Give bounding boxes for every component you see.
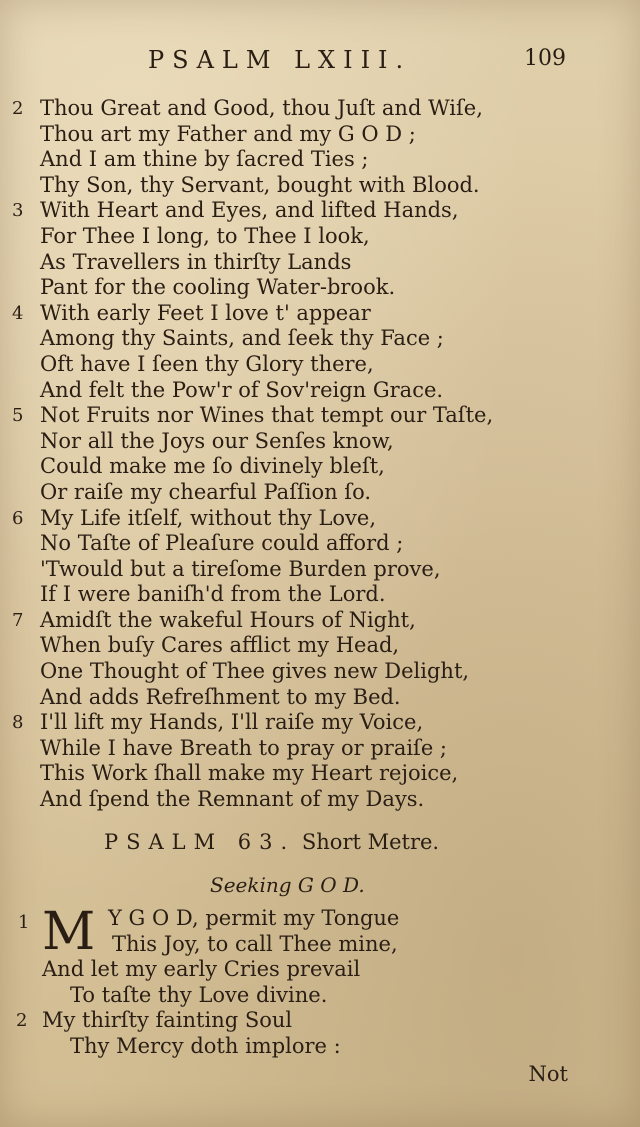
verse-text: This Joy, to call Thee mine, (112, 931, 398, 956)
verse-text: One Thought of Thee gives new Delight, (40, 659, 470, 684)
verse-text: Oft have I ſeen thy Glory there, (40, 351, 374, 376)
verse-line (0, 198, 640, 224)
verse-text: And let my early Cries prevail (42, 957, 361, 982)
page-header (0, 40, 640, 80)
verse-line (0, 173, 640, 199)
verse-line (0, 352, 640, 378)
verse-line (0, 1008, 640, 1034)
verse-line (0, 378, 640, 404)
drop-cap: M (42, 902, 96, 962)
verse-line (0, 557, 640, 583)
section-subtitle: Seeking G O D. (210, 873, 365, 897)
verse-line (0, 582, 640, 608)
verse-line (0, 403, 640, 429)
running-title: PSALM LXIII. (148, 46, 412, 74)
verse-line (0, 685, 640, 711)
verse-text: And felt the Pow'r of Sov'reign Grace. (40, 377, 444, 402)
verse-text: Thou Great and Good, thou Juſt and Wiſe, (40, 96, 483, 120)
verse-text: For Thee I long, to Thee I look, (40, 223, 370, 248)
verse-text: Nor all the Joys our Senſes know, (40, 428, 394, 453)
verse-number: 5 (12, 405, 24, 427)
verse-text: Y G O D, permit my Tongue (108, 906, 400, 930)
verse-number: 2 (12, 98, 24, 119)
verse-line (0, 1034, 640, 1060)
verse-text: Could make me ſo divinely bleſt, (40, 454, 385, 479)
verse-line (0, 736, 640, 762)
verse-text: To taſte thy Love divine. (70, 982, 328, 1007)
verse-line (0, 710, 640, 736)
verse-line (0, 326, 640, 352)
verse-text: Amidſt the wakeful Hours of Night, (40, 607, 416, 632)
verse-text: My thirſty fainting Soul (42, 1008, 293, 1033)
verse-text: Thou art my Father and my G O D ; (40, 121, 416, 146)
verse-text: With early Feet I love t' appear (40, 300, 371, 325)
verse-line (0, 787, 640, 813)
verse-text: 'Twould but a tireſome Burden prove, (40, 556, 441, 581)
psalm-63-long-metre-verses (0, 96, 640, 813)
metre-label: Short Metre. (301, 830, 440, 854)
verse-text: Thy Son, thy Servant, bought with Blood. (40, 172, 480, 197)
verse-line (0, 531, 640, 557)
page-number: 109 (524, 46, 566, 71)
verse-number: 8 (12, 712, 24, 734)
verse-text: No Taſte of Pleaſure could afford ; (40, 531, 404, 556)
verse-line (0, 250, 640, 276)
verse-line (0, 659, 640, 685)
section-heading (104, 830, 439, 854)
verse-text: This Work ſhall make my Heart rejoice, (40, 761, 459, 786)
verse-line (0, 480, 640, 506)
verse-text: Pant for the cooling Water-brook. (40, 275, 396, 300)
verse-number: 3 (12, 200, 24, 222)
verse-text: And ſpend the Remnant of my Days. (40, 787, 425, 812)
verse-text: I'll lift my Hands, I'll raiſe my Voice, (40, 710, 424, 735)
verse-text: My Life itſelf, without thy Love, (40, 505, 377, 530)
verse-text: Thy Mercy doth implore : (70, 1033, 341, 1058)
verse-number: 4 (12, 302, 24, 324)
verse-line (0, 957, 640, 983)
verse-line (0, 983, 640, 1009)
verse-text: When buſy Cares afflict my Head, (40, 633, 400, 658)
verse-text: While I have Breath to pray or praiſe ; (40, 735, 448, 760)
verse-text: Not Fruits nor Wines that tempt our Taſte, (40, 403, 494, 428)
verse-line (0, 275, 640, 301)
verse-number: 7 (12, 609, 24, 631)
verse-line (0, 301, 640, 327)
verse-text: Among thy Saints, and ſeek thy Face ; (40, 326, 444, 351)
verse-text: As Travellers in thirſty Lands (40, 249, 352, 274)
verse-line (0, 506, 640, 532)
psalm-label: PSALM 63. (104, 830, 296, 854)
verse-text: If I were baniſh'd from the Lord. (40, 582, 386, 607)
psalm-63-short-metre-verses (0, 957, 640, 1059)
verse-line (0, 147, 640, 173)
verse-text: And I am thine by ſacred Ties ; (40, 147, 369, 172)
verse-number: 6 (12, 507, 24, 529)
verse-line (0, 761, 640, 787)
verse-text: With Heart and Eyes, and lifted Hands, (40, 198, 459, 223)
verse-number: 2 (16, 1010, 28, 1032)
verse-line (0, 224, 640, 250)
catchword: Not (528, 1062, 568, 1086)
verse-text: And adds Refreſhment to my Bed. (40, 684, 401, 709)
verse-number: 1 (18, 912, 30, 933)
verse-line (0, 454, 640, 480)
verse-line (0, 608, 640, 634)
verse-line (0, 429, 640, 455)
verse-line (0, 96, 640, 122)
verse-text: Or raiſe my chearful Paſſion ſo. (40, 479, 372, 504)
verse-line (0, 633, 640, 659)
verse-line (0, 122, 640, 148)
